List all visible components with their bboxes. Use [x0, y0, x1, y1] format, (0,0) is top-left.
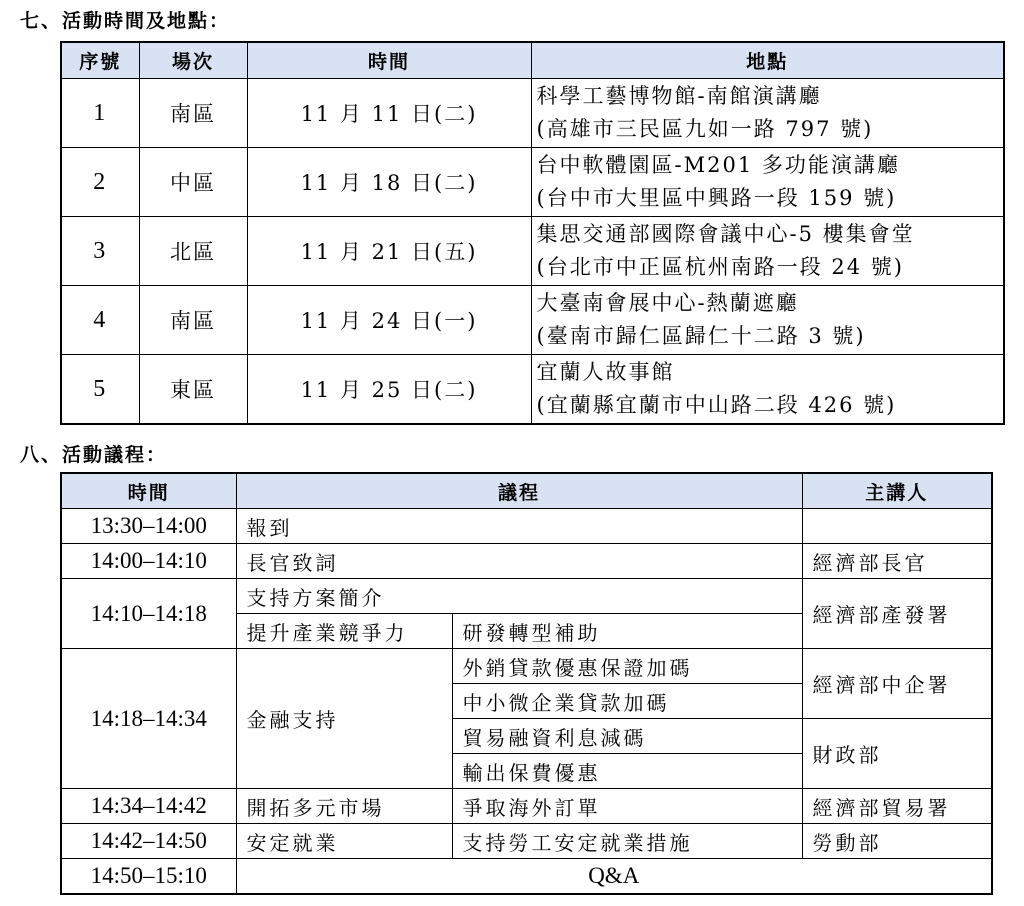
header-venue: 地點: [531, 42, 1004, 79]
venue-name: 大臺南會展中心-熱蘭遮廳: [536, 291, 799, 315]
table-row: [61, 79, 1004, 148]
header-time: 時間: [61, 473, 236, 509]
row-no: 2: [61, 148, 139, 217]
agenda-item: 長官致詞: [236, 544, 802, 579]
header-region: 場次: [139, 42, 247, 79]
agenda-item: 開拓多元市場: [236, 789, 452, 824]
agenda-item: Q&A: [236, 859, 992, 895]
agenda-time: 14:18–14:34: [61, 649, 236, 789]
table-header-row: [61, 42, 1004, 79]
table-row: [61, 148, 1004, 217]
venue-schedule-table: [60, 41, 1005, 425]
venue-address: (宜蘭縣宜蘭市中山路二段 426 號): [536, 393, 897, 417]
table-row: [61, 824, 992, 859]
agenda-subitem-right: 研發轉型補助: [452, 614, 802, 649]
section-7-title: 七、活動時間及地點：: [20, 10, 231, 32]
row-date: 11 月 18 日(二): [247, 148, 531, 217]
row-date: 11 月 25 日(二): [247, 355, 531, 425]
venue-name: 台中軟體園區-M201 多功能演講廳: [536, 153, 900, 177]
table-header-row: [61, 473, 992, 509]
row-date: 11 月 11 日(二): [247, 79, 531, 148]
header-no: 序號: [61, 42, 139, 79]
agenda-time: 14:00–14:10: [61, 544, 236, 579]
venue-address: (高雄市三民區九如一路 797 號): [536, 117, 874, 141]
row-no: 1: [61, 79, 139, 148]
row-no: 5: [61, 355, 139, 425]
agenda-time: 14:42–14:50: [61, 824, 236, 859]
agenda-subitem: 爭取海外訂單: [452, 789, 802, 824]
agenda-subitem: 支持勞工安定就業措施: [452, 824, 802, 859]
table-row: [61, 579, 992, 614]
row-region: 南區: [139, 79, 247, 148]
agenda-speaker: [802, 509, 992, 544]
row-venue: [531, 286, 1004, 355]
venue-address: (台北市中正區杭州南路一段 24 號): [536, 255, 904, 279]
agenda-subitem: 外銷貸款優惠保證加碼: [452, 649, 802, 684]
agenda-subitem: 中小微企業貸款加碼: [452, 684, 802, 719]
table-row: [61, 286, 1004, 355]
agenda-item: 安定就業: [236, 824, 452, 859]
agenda-table: [60, 472, 993, 895]
header-speaker: 主講人: [802, 473, 992, 509]
row-region: 中區: [139, 148, 247, 217]
table-row: [61, 544, 992, 579]
row-date: 11 月 21 日(五): [247, 217, 531, 286]
agenda-time: 14:50–15:10: [61, 859, 236, 895]
row-region: 南區: [139, 286, 247, 355]
venue-name: 科學工藝博物館-南館演講廳: [536, 84, 822, 108]
agenda-item: 報到: [236, 509, 802, 544]
agenda-subitem: 貿易融資利息減碼: [452, 719, 802, 754]
venue-name: 宜蘭人故事館: [536, 360, 675, 384]
venue-address: (臺南市歸仁區歸仁十二路 3 號): [536, 324, 866, 348]
section-8-title: 八、活動議程：: [20, 444, 168, 466]
venue-name: 集思交通部國際會議中心-5 樓集會堂: [536, 222, 915, 246]
agenda-speaker: 經濟部長官: [802, 544, 992, 579]
row-date: 11 月 24 日(一): [247, 286, 531, 355]
header-date: 時間: [247, 42, 531, 79]
table-row: [61, 789, 992, 824]
table-row: [61, 217, 1004, 286]
agenda-time: 14:34–14:42: [61, 789, 236, 824]
row-venue: [531, 79, 1004, 148]
row-region: 北區: [139, 217, 247, 286]
agenda-time: 13:30–14:00: [61, 509, 236, 544]
row-region: 東區: [139, 355, 247, 425]
agenda-speaker: 經濟部中企署: [802, 649, 992, 719]
table-row: [61, 355, 1004, 425]
table-row: [61, 859, 992, 895]
row-no: 3: [61, 217, 139, 286]
row-venue: [531, 148, 1004, 217]
row-venue: [531, 355, 1004, 425]
table-row: [61, 649, 992, 684]
agenda-subitem-left: 提升產業競爭力: [236, 614, 452, 649]
agenda-speaker: 勞動部: [802, 824, 992, 859]
agenda-speaker: 經濟部產發署: [802, 579, 992, 649]
venue-address: (台中市大里區中興路一段 159 號): [536, 186, 897, 210]
agenda-speaker: 經濟部貿易署: [802, 789, 992, 824]
row-no: 4: [61, 286, 139, 355]
row-venue: [531, 217, 1004, 286]
agenda-time: 14:10–14:18: [61, 579, 236, 649]
agenda-item: 支持方案簡介: [236, 579, 802, 614]
agenda-speaker: 財政部: [802, 719, 992, 789]
header-agenda: 議程: [236, 473, 802, 509]
agenda-subitem: 輸出保費優惠: [452, 754, 802, 789]
agenda-item: 金融支持: [236, 649, 452, 789]
table-row: [61, 509, 992, 544]
